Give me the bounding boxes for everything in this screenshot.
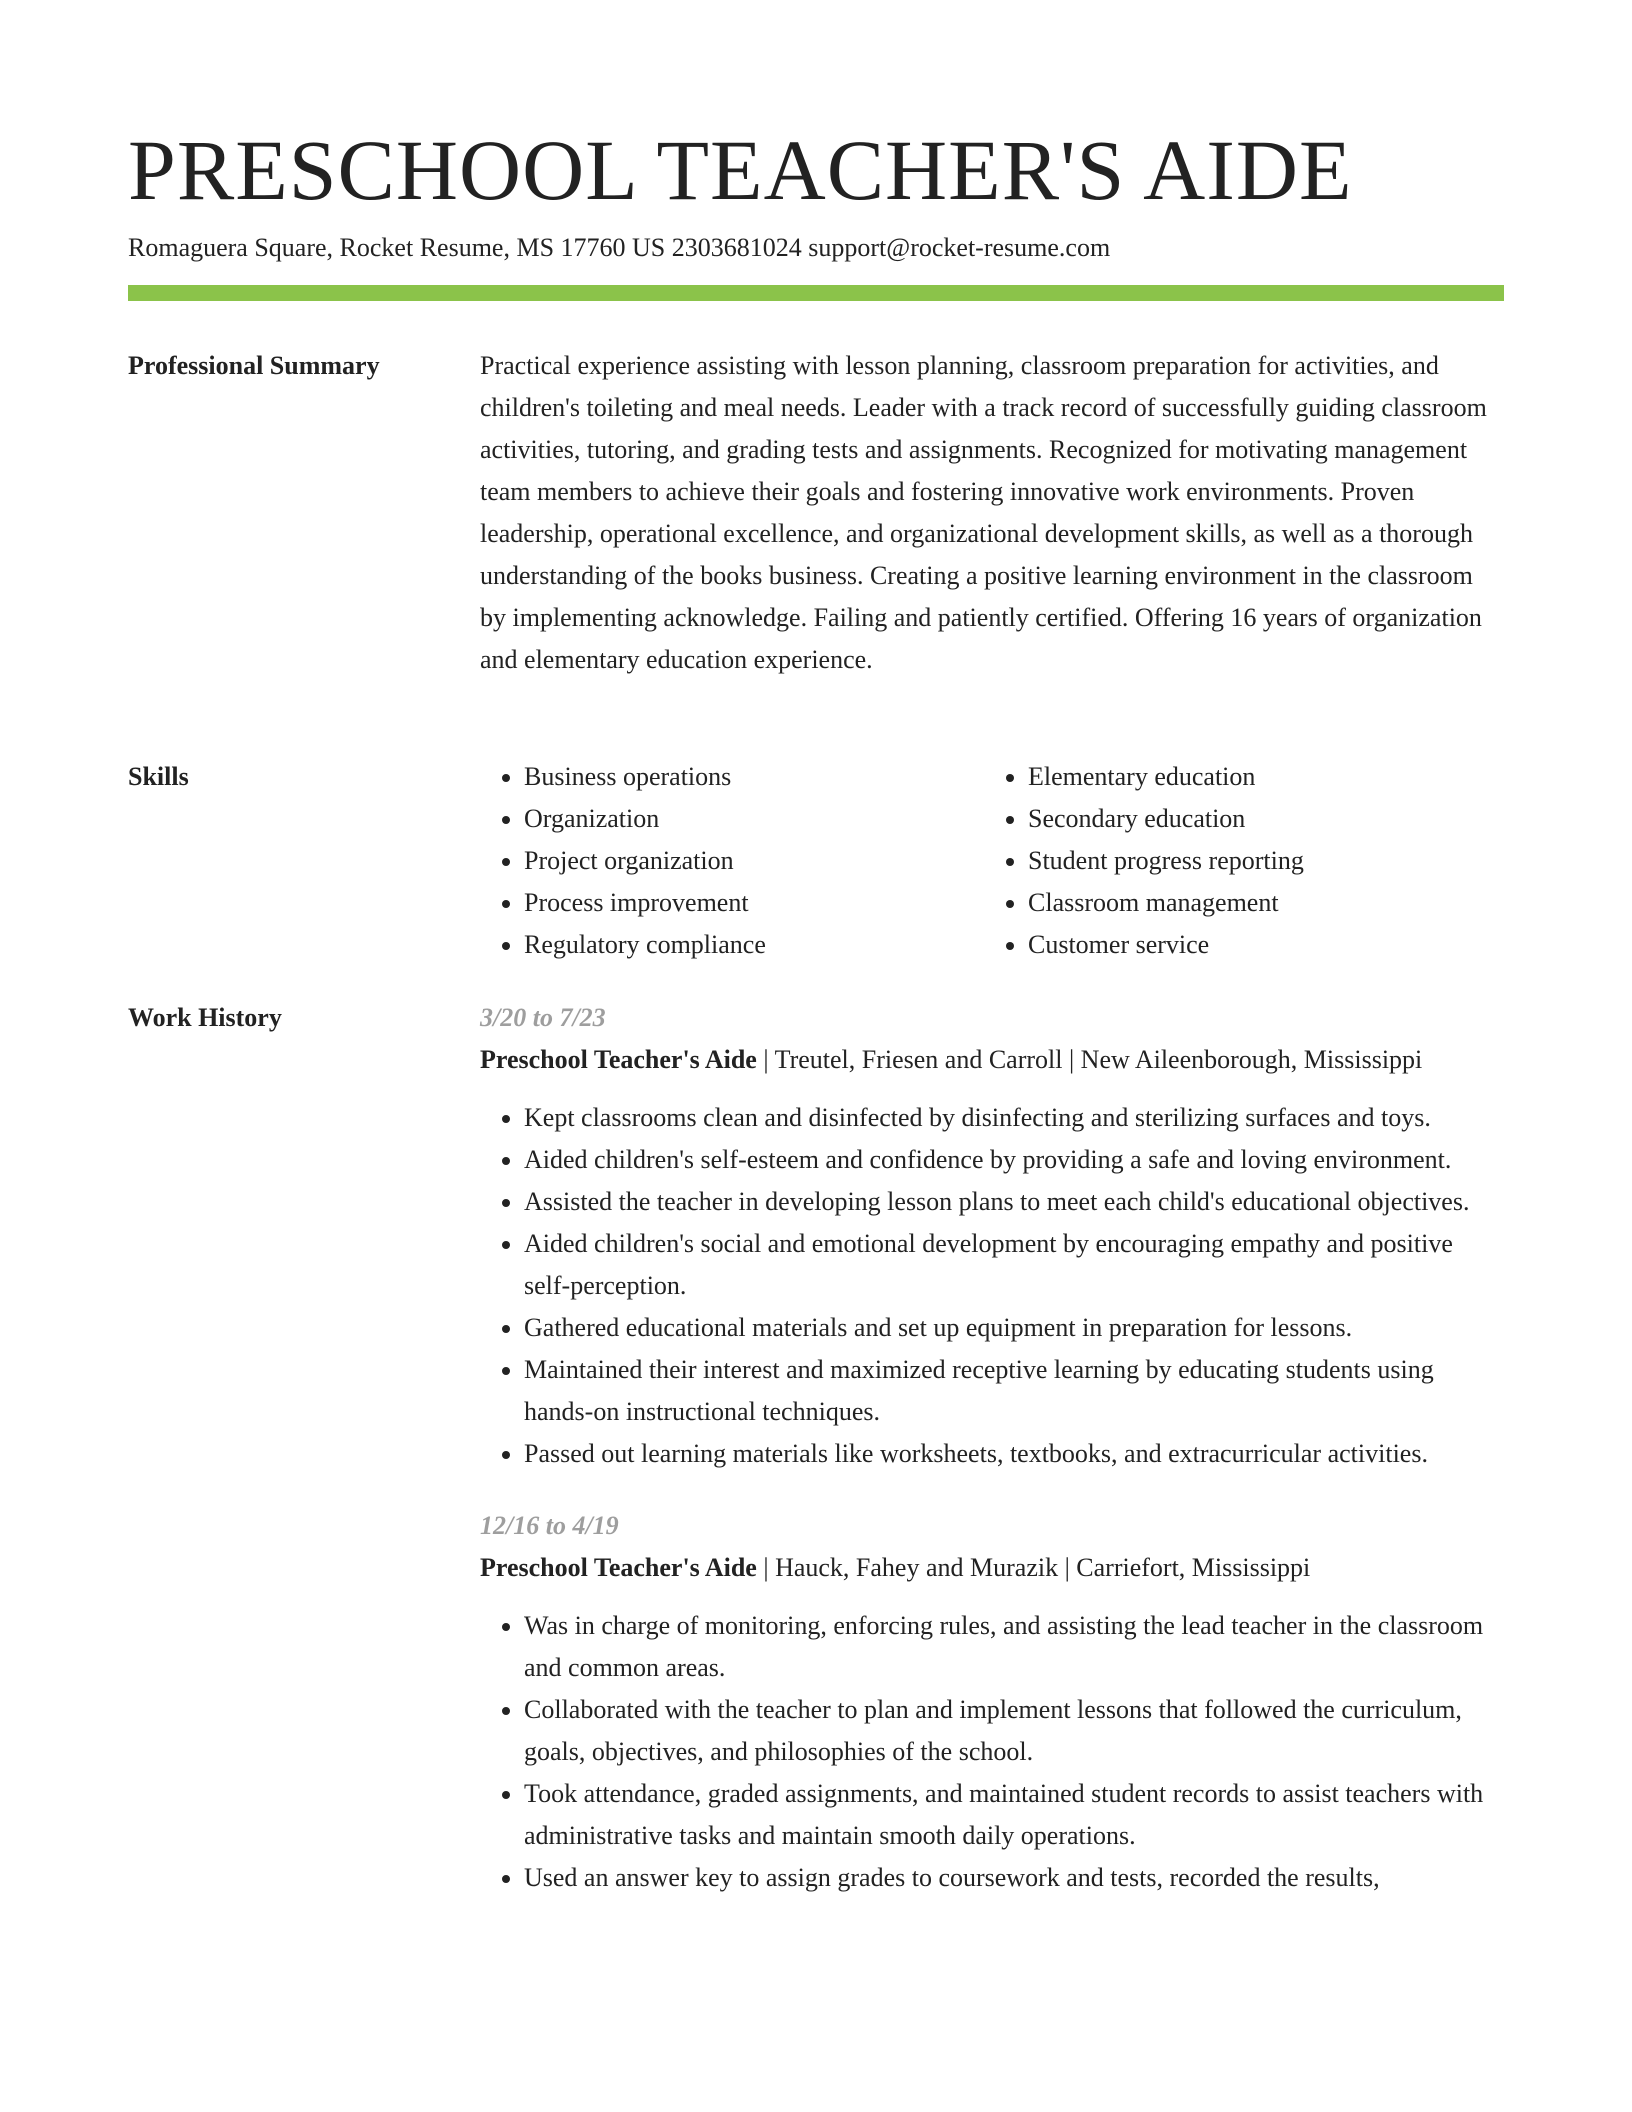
job-bullet: • Aided children's social and emotional development by encouraging empathy and positive self-perception. (524, 1223, 1504, 1307)
skills-body (480, 756, 1504, 966)
job-heading (480, 1039, 1504, 1081)
job-bullet: • Kept classrooms clean and disinfected by disinfecting and sterilizing surfaces and toys. (524, 1097, 1504, 1139)
job-employer-location: | Hauck, Fahey and Murazik | Carriefort, Mississippi (756, 1553, 1311, 1582)
skills-label: Skills (128, 762, 189, 791)
skill-item: • Elementary education (1028, 756, 1488, 798)
job-dates: 3/20 to 7/23 (480, 1003, 606, 1032)
contact-line: Romaguera Square, Rocket Resume, MS 17760 US 2303681024 support@rocket-resume.com (128, 233, 1111, 262)
skill-item: • Secondary education (1028, 798, 1488, 840)
summary-text: Practical experience assisting with lesson planning, classroom preparation for activities, and children's toileting and meal needs. Leader with a track record of successfully guiding classroom activities, tutoring, and grading tests and assignments. Recognized for motivating management team members to achieve their goals and fostering innovative work environments. Proven leadership, operational excellence, and organizational development skills, as well as a thorough understanding of the books business. Creating a positive learning environment in the classroom by implementing acknowledge. Failing and patiently certified. Offering 16 years of organization and elementary education experience. (480, 351, 1487, 674)
skill-item: • Classroom management (1028, 882, 1488, 924)
job-bullets (480, 1097, 1504, 1475)
summary-label: Professional Summary (128, 351, 380, 380)
job-bullet: • Was in charge of monitoring, enforcing rules, and assisting the lead teacher in the classroom and common areas. (524, 1605, 1504, 1689)
job-entry (480, 1505, 1504, 1899)
skill-item: • Process improvement (524, 882, 984, 924)
summary-section (128, 345, 1504, 690)
job-bullet: • Aided children's self-esteem and confidence by providing a safe and loving environment. (524, 1139, 1504, 1181)
job-bullet: • Used an answer key to assign grades to coursework and tests, recorded the results, (524, 1857, 1504, 1899)
job-employer-location: | Treutel, Friesen and Carroll | New Aileenborough, Mississippi (756, 1045, 1423, 1074)
job-bullet: • Assisted the teacher in developing lesson plans to meet each child's educational objectives. (524, 1181, 1504, 1223)
skill-item: • Customer service (1028, 924, 1488, 966)
job-bullet: • Passed out learning materials like worksheets, textbooks, and extracurricular activities. (524, 1433, 1504, 1475)
job-dates: 12/16 to 4/19 (480, 1511, 619, 1540)
job-bullet: • Collaborated with the teacher to plan and implement lessons that followed the curriculum, goals, objectives, and philosophies of the school. (524, 1689, 1504, 1773)
work-history-body (480, 997, 1504, 1899)
job-role: Preschool Teacher's Aide (480, 1045, 757, 1074)
skills-column-1 (480, 756, 984, 966)
skill-item: • Business operations (524, 756, 984, 798)
job-bullet: • Took attendance, graded assignments, and maintained student records to assist teachers with administrative tasks and maintain smooth daily operations. (524, 1773, 1504, 1857)
job-role: Preschool Teacher's Aide (480, 1553, 757, 1582)
work-history-label: Work History (128, 1003, 282, 1032)
skill-item: • Organization (524, 798, 984, 840)
job-bullet: • Maintained their interest and maximized receptive learning by educating students using hands-on instructional techniques. (524, 1349, 1504, 1433)
work-history-section (128, 997, 1504, 2112)
skill-item: • Project organization (524, 840, 984, 882)
job-bullets (480, 1605, 1504, 1899)
skill-item: • Regulatory compliance (524, 924, 984, 966)
header-divider (128, 285, 1504, 301)
job-bullet: • Gathered educational materials and set up equipment in preparation for lessons. (524, 1307, 1504, 1349)
summary-body (480, 345, 1504, 681)
skills-column-2 (984, 756, 1488, 966)
job-entry (480, 997, 1504, 1475)
job-heading (480, 1547, 1504, 1589)
skill-item: • Student progress reporting (1028, 840, 1488, 882)
skills-section (128, 756, 1504, 976)
resume-title: PRESCHOOL TEACHER'S AIDE (128, 122, 1353, 218)
